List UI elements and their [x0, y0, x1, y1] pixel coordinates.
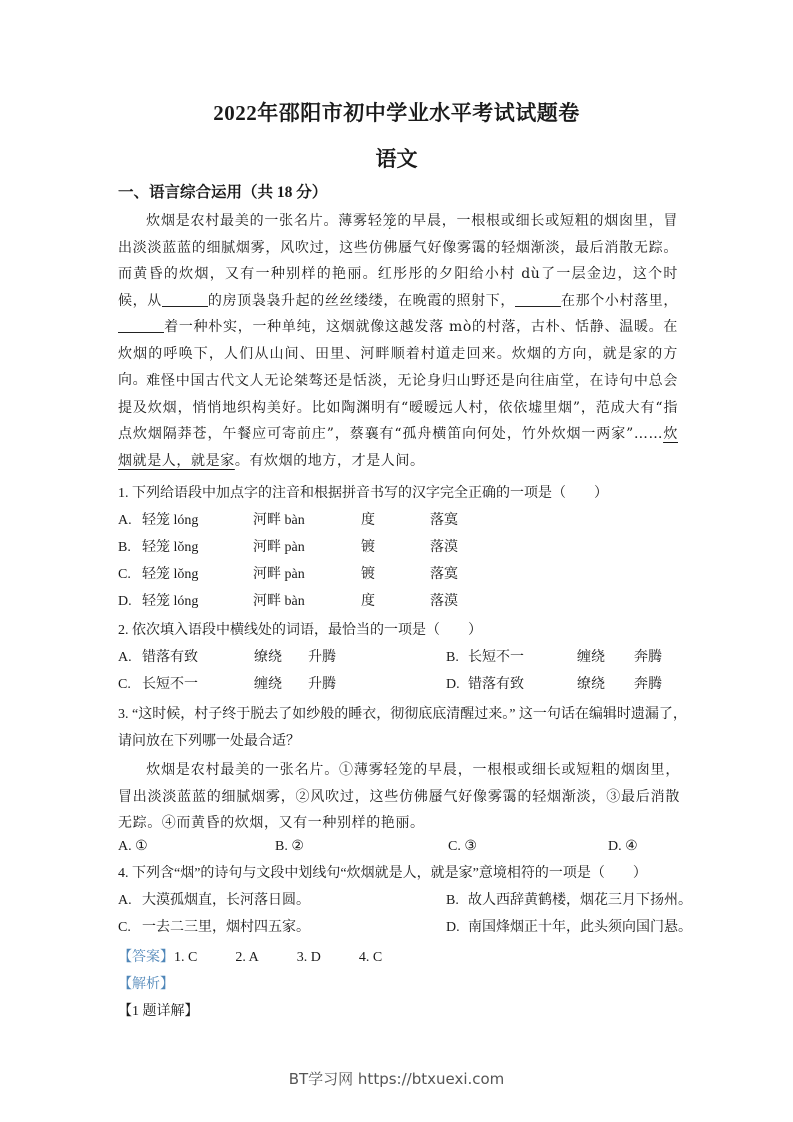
option-cell: 镀 — [361, 540, 375, 555]
option-cell: 落寞 — [430, 567, 458, 582]
question-3-passage — [118, 757, 680, 837]
option-cell: 度 — [361, 594, 375, 609]
question-stem: 4. 下列含“烟”的诗句与文段中划线句“炊烟就是人，就是家”意境相符的一项是（ ） — [118, 866, 647, 881]
option-label: C. — [118, 677, 131, 692]
option-label: B. — [446, 650, 459, 665]
exam-title: 2022年邵阳市初中学业水平考试试题卷 — [213, 101, 580, 125]
detail-label: 【1 题详解】 — [118, 1004, 199, 1019]
analysis-label: 【解析】 — [118, 977, 174, 992]
question-4 — [118, 860, 692, 941]
passage-text: 在那个小村落里， — [560, 292, 678, 309]
underlined-sentence: 炊烟就是人，就是家 — [118, 426, 678, 469]
watermark-footer: BT学习网 https://btxuexi.com — [288, 1070, 505, 1088]
option-cell: 奔腾 — [634, 650, 662, 665]
passage-text: 炊烟是农村最美的一张名片。薄雾轻 — [146, 213, 383, 229]
option-row — [118, 833, 688, 860]
option-cell: 镀 — [361, 567, 375, 582]
option-label: D. — [118, 594, 132, 609]
option-label: D. — [446, 677, 460, 692]
option-cell: 升腾 — [308, 677, 336, 692]
question-1 — [118, 480, 688, 615]
option-cell: 升腾 — [308, 650, 336, 665]
passage-text: 的早晨，一根根或细长或短粗的烟囱里，冒出淡淡蓝蓝的细腻烟雾，风吹过，这些仿佛蜃气好像雾霭的轻烟渐淡，最后消散无踪。而黄昏的炊烟，又有一种别样的艳丽。红彤彤的夕阳给小村 dù了一层金边，这个时候，从 — [118, 213, 678, 309]
option-label: D. — [446, 920, 460, 935]
option-b: B. ② — [275, 839, 304, 854]
option-label: B. — [446, 893, 459, 908]
option-cell: 缠绕 — [254, 677, 282, 692]
exam-subject: 语文 — [375, 147, 418, 171]
answer-section — [118, 944, 618, 1025]
option-text: 故人西辞黄鹤楼，烟花三月下扬州。 — [468, 893, 692, 908]
answer-label: 【答案】 — [118, 950, 174, 965]
option-cell: 错落有致 — [468, 677, 524, 692]
option-cell: 落寞 — [430, 513, 458, 528]
option-text: 大漠孤烟直，长河落日圆。 — [142, 893, 310, 908]
option-label: C. — [118, 920, 131, 935]
question-2 — [118, 617, 688, 698]
passage-paragraph-1 — [118, 208, 678, 394]
option-label: B. — [118, 540, 131, 555]
option-c: C. ③ — [448, 839, 477, 854]
option-cell: 错落有致 — [142, 650, 198, 665]
option-row-ab — [118, 644, 688, 671]
option-cell: 落漠 — [430, 594, 458, 609]
passage-text: 。有炊烟的地方，才是人间。 — [234, 452, 425, 469]
option-cell: 河畔 bàn — [253, 513, 305, 528]
answer-1: 1. C — [174, 950, 198, 965]
option-cell: 河畔 pàn — [253, 567, 305, 582]
option-cell: 度 — [361, 513, 375, 528]
option-cell: 轻笼 lǒng — [142, 567, 199, 582]
answer-row — [118, 944, 618, 971]
fill-blank-1 — [162, 292, 208, 307]
option-cell: 轻笼 lóng — [142, 594, 199, 609]
option-cell: 轻笼 lóng — [142, 513, 199, 528]
option-label: C. — [118, 567, 131, 582]
option-cell: 长短不一 — [468, 650, 524, 665]
option-cell: 落漠 — [430, 540, 458, 555]
answer-4: 4. C — [358, 950, 383, 965]
option-row-cd — [118, 914, 692, 941]
option-a — [118, 507, 688, 534]
option-cell: 缭绕 — [577, 677, 605, 692]
option-cell: 轻笼 lǒng — [142, 540, 199, 555]
passage-paragraph-2 — [118, 368, 678, 474]
option-label: A. — [118, 513, 132, 528]
question-stem: 2. 依次填入语段中横线处的词语，最恰当的一项是（ ） — [118, 623, 482, 638]
option-a: A. ① — [118, 839, 148, 854]
option-cell: 河畔 bàn — [253, 594, 305, 609]
answer-3: 3. D — [296, 950, 321, 965]
option-d: D. ④ — [608, 839, 638, 854]
option-cell: 长短不一 — [142, 677, 198, 692]
dotted-character: 笼 . — [383, 213, 398, 229]
option-label: A. — [118, 650, 132, 665]
passage-text: 的房顶袅袅升起的丝丝缕缕，在晚霞的照射下， — [207, 292, 515, 309]
option-row-cd — [118, 671, 688, 698]
question-3-options — [118, 833, 688, 860]
option-text: 南国烽烟正十年，此头须向国门悬。 — [468, 920, 692, 935]
passage-text: 着一种朴实，一种单纯，这烟就像这越发落 mò的村落，古朴、恬静、温暖。在炊烟的呼唤下，人们从山间、田里、河畔顺着村道走回来。炊烟的方向，就是家的方向。 — [118, 319, 678, 388]
option-label: A. — [118, 893, 132, 908]
fill-blank-3 — [118, 318, 164, 333]
option-c — [118, 561, 688, 588]
option-cell: 河畔 pàn — [253, 540, 305, 555]
question-3 — [118, 701, 688, 755]
answer-2: 2. A — [235, 950, 259, 965]
section-heading: 一、语言综合运用（共 18 分） — [118, 184, 328, 201]
question-stem: 3. “这时候，村子终于脱去了如纱般的睡衣，彻彻底底清醒过来。” 这一句话在编辑时遗漏了，请问放在下列哪一处最合适？ — [118, 707, 687, 749]
option-cell: 缠绕 — [577, 650, 605, 665]
option-cell: 奔腾 — [634, 677, 662, 692]
passage-text: 炊烟是农村最美的一张名片。①薄雾轻笼的早晨，一根根或细长或短粗的烟囱里，冒出淡淡蓝蓝的细腻烟雾，②风吹过，这些仿佛蜃气好像雾霭的轻烟渐淡，③最后消散无踪。④而黄昏的炊烟，又有一种别样的艳丽。 — [118, 762, 680, 831]
fill-blank-2 — [515, 292, 561, 307]
option-row-ab — [118, 887, 692, 914]
option-b — [118, 534, 688, 561]
passage-text: 难怪中国古代文人无论桀骜还是恬淡，无论身归山野还是向往庙堂，在诗句中总会提及炊烟，悄悄地织构美好。比如陶渊明有“暧暧远人村，依依墟里烟”，范成大有“指点炊烟隔莽苍，午餐应可寄前庄”，蔡襄有“孤舟横笛向何处，竹外炊烟一两家”…… — [118, 373, 678, 442]
option-cell: 缭绕 — [254, 650, 282, 665]
question-stem: 1. 下列给语段中加点字的注音和根据拼音书写的汉字完全正确的一项是（ ） — [118, 486, 608, 501]
option-text: 一去二三里，烟村四五家。 — [142, 920, 310, 935]
option-d — [118, 588, 688, 615]
